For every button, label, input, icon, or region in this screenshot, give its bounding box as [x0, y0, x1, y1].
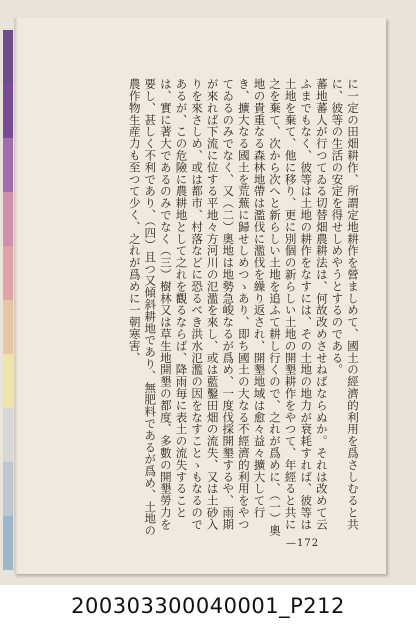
color-swatch [3, 138, 13, 192]
image-id-caption: 200303300040001_P212 [71, 594, 345, 618]
color-swatch [3, 30, 13, 84]
color-swatch [3, 462, 13, 516]
page-number: —172 [286, 538, 320, 549]
vertical-text-body [40, 78, 360, 538]
body-paragraph: に一定の田畑耕作、所謂定地耕作を營ましめて、國土の經濟的利用を爲さしむると共に、彼等の生活の安定を得せしめやうとするのである。 [330, 78, 360, 531]
color-swatch [3, 354, 13, 408]
color-calibration-strip [3, 30, 13, 570]
color-swatch [3, 300, 13, 354]
color-swatch [3, 84, 13, 138]
color-swatch [3, 516, 13, 570]
color-swatch [3, 192, 13, 246]
color-swatch [3, 408, 13, 462]
page-gutter-shadow [14, 18, 18, 574]
body-paragraph: 蕃地蕃人が行つてゐる切替畑農耕法は、何故改めさせねばならぬか。それは改めて云ふまでもなく、彼等は土地の耕作をなすには、その土地の地力が衰耗すれば、彼等は土地を棄て、他に移り、更に別個の新らしい土地の開墾耕作をやつて、年經ると共に之を棄て、次から次へと新らしい土地を追ふて耕し行くので、之れが爲めに、（一）奧地の貴重なる森林地帶は濫伐に濫伐を繰り返され、開墾地域は愈々益々擴大して行き、擴大なる國土を荒蕪に歸せしめつゝあり、即ち國土の大なる不經濟的利用をやつてゐるのみでなく、又（二）奧地は地勢急峻なるが爲め、一度伐採開墾するや、雨期が來れば下流に位する平地々方河川の氾濫を來し、或は藍鑿田畑の流失、又は土砂入りを來さしめ、或は都市、村落などに恐るべき洪水氾濫の因をなすことゝもなるのであるが、この危險に農耕地として之れを觀るならば、降雨毎に表土の流失することは、實に著大であるのみでなく（三）樹林又は草生地開墾の都度、多數の開墾勞力を要し、甚しく不利であり、（四）且つ又傾斜耕地であり、無肥料であるが爲め、土地の農作物生産力も至つて少く、之れが爲めに一朝寒害、 [127, 78, 329, 537]
color-swatch [3, 246, 13, 300]
